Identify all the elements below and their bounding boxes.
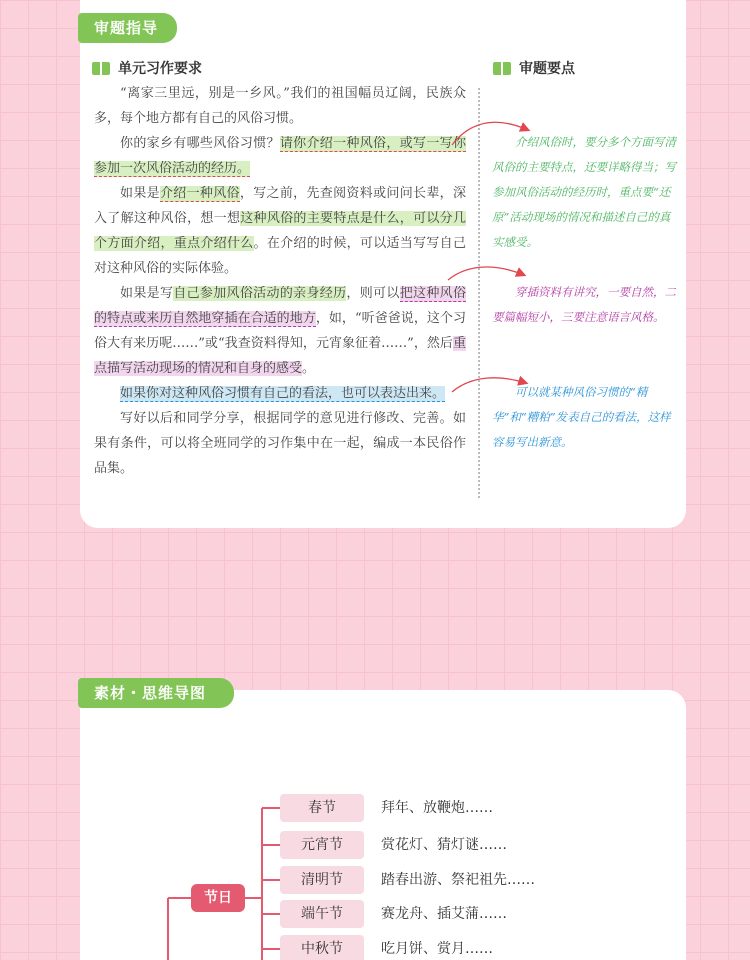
- mindmap-node-dragon-boat: 端午节: [280, 900, 364, 928]
- highlight-personal-experience: 自己参加风俗活动的亲身经历: [173, 286, 347, 301]
- unit-requirements-heading: 单元习作要求: [92, 58, 202, 78]
- paragraph-1: “离家三里远，别是一乡风。”我们的祖国幅员辽阔，民族众多，每个地方都有自己的风俗习惯。: [94, 86, 466, 126]
- highlight-describe-scene: 重点描写活动现场的情况和自身的感受: [94, 336, 466, 376]
- note-opinion: 可以就某种风俗习惯的“精华”和“糟粕”发表自己的看法，这样容易写出新意。: [492, 385, 671, 449]
- mindmap-desc-mid-autumn: 吃月饼、赏月……: [381, 941, 493, 957]
- mindmap-node-spring-festival: 春节: [280, 794, 364, 822]
- highlight-main-features: 这种风俗的主要特点是什么，可以分几个方面介绍，重点介绍什么: [94, 211, 466, 251]
- mindmap-root-festivals: 节日: [191, 884, 245, 912]
- mindmap-node-mid-autumn: 中秋节: [280, 935, 364, 960]
- mindmap-desc-qingming: 踏春出游、祭祀祖先……: [381, 872, 535, 888]
- mindmap-desc-dragon-boat: 赛龙舟、插艾蒲……: [381, 906, 507, 922]
- section-tag-guidance: 审题指导: [78, 13, 177, 43]
- paragraph-6: 写好以后和同学分享，根据同学的意见进行修改、完善。如果有条件，可以将全班同学的习作集中在一起，编成一本民俗作品集。: [94, 411, 466, 476]
- mindmap-node-qingming: 清明节: [280, 866, 364, 894]
- mindmap-desc-spring-festival: 拜年、放鞭炮……: [381, 800, 493, 816]
- highlight-introduce-custom: 介绍一种风俗: [159, 186, 240, 201]
- highlight-task: 请你介绍一种风俗，或写一写你参加一次风俗活动的经历。: [94, 136, 466, 176]
- section-tag-mindmap: 素材・思维导图: [78, 678, 234, 708]
- paragraph-2: 你的家乡有哪些风俗习惯？请你介绍一种风俗，或写一写你参加一次风俗活动的经历。: [94, 136, 466, 176]
- mindmap-desc-lantern-festival: 赏花灯、猜灯谜……: [381, 837, 507, 853]
- note-features: 介绍风俗时，要分多个方面写清风俗的主要特点，还要详略得当；写参加风俗活动的经历时，重点要“还原”活动现场的情况和描述自己的真实感受。: [492, 135, 676, 249]
- paragraph-4: 如果是写自己参加风俗活动的亲身经历，则可以把这种风俗的特点或来历自然地穿插在合适的地方，如，“听爸爸说，这个习俗大有来历呢……”或“我查资料得知，元宵象征着……”，然后重点描写活动现场的情况和自身的感受。: [94, 286, 466, 376]
- note-materials: 穿插资料有讲究，一要自然，二要篇幅短小，三要注意语言风格。: [492, 285, 676, 324]
- highlight-insert-features: 把这种风俗的特点或来历自然地穿插在合适的地方: [94, 286, 466, 326]
- mindmap-node-lantern-festival: 元宵节: [280, 831, 364, 859]
- key-points-heading: 审题要点: [493, 58, 575, 78]
- highlight-own-opinion: 如果你对这种风俗习惯有自己的看法，也可以表达出来。: [120, 386, 446, 401]
- paragraph-3: 如果是介绍一种风俗，写之前，先查阅资料或问问长辈，深入了解这种风俗，想一想这种风俗的主要特点是什么，可以分几个方面介绍，重点介绍什么。在介绍的时候，可以适当写写自己对这种风俗的实际体验。: [94, 186, 466, 276]
